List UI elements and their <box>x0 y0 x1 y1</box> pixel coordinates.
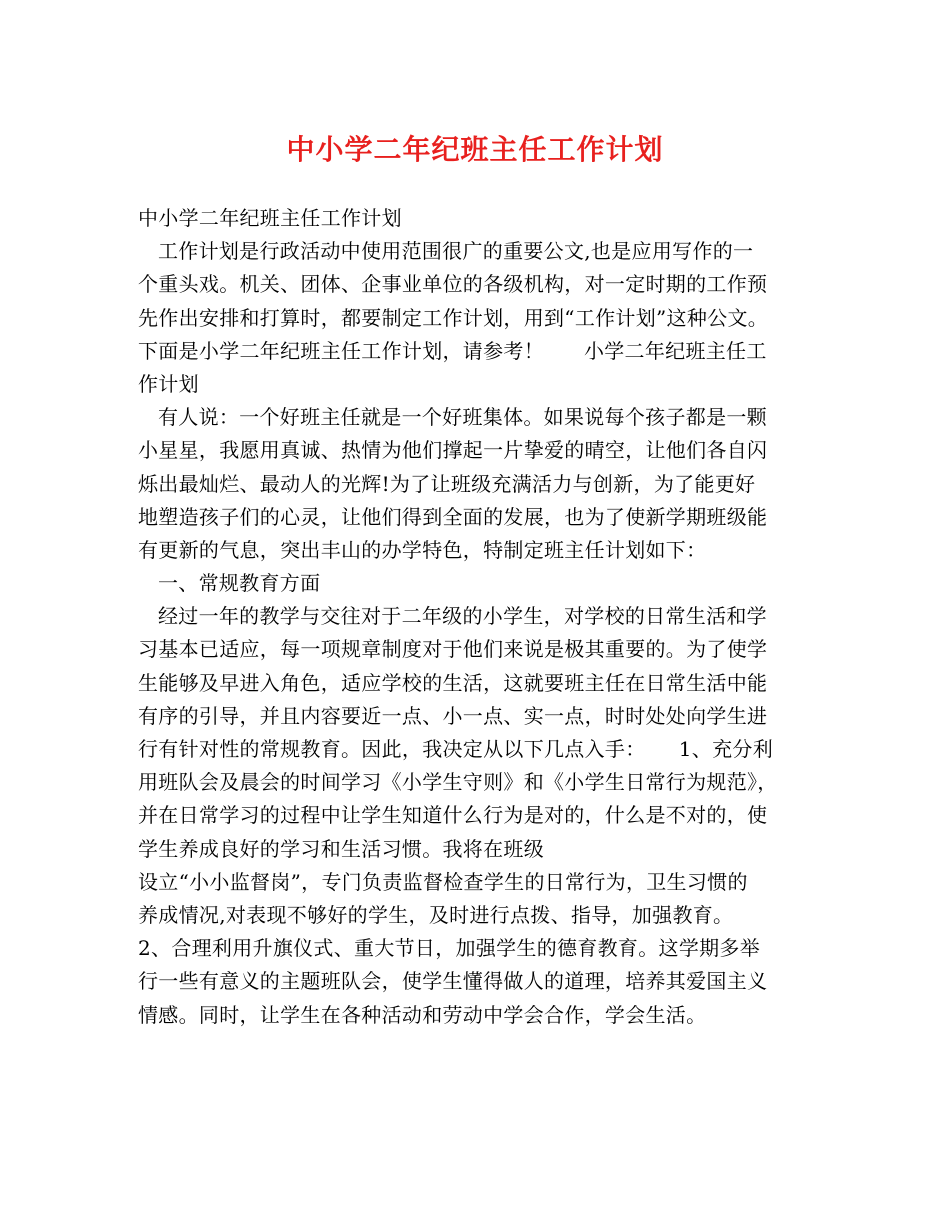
body-line: 工作计划是行政活动中使用范围很广的重要公文,也是应用写作的一 <box>138 239 754 264</box>
body-line: 学生养成良好的学习和生活习惯。我将在班级 <box>138 836 544 861</box>
body-line: 经过一年的教学与交往对于二年级的小学生，对学校的日常生活和学 <box>138 604 767 629</box>
body-line: 习基本已适应，每一项规章制度对于他们来说是极其重要的。为了使学 <box>138 637 768 662</box>
body-line: 作计划 <box>138 371 199 396</box>
body-line: 中小学二年纪班主任工作计划 <box>138 206 402 230</box>
body-line: 行一些有意义的主题班队会，使学生懂得做人的道理，培养其爱国主义 <box>138 969 768 994</box>
body-line: 下面是小学二年纪班主任工作计划，请参考！ 小学二年纪班主任工 <box>138 338 767 363</box>
document-body <box>138 202 818 1032</box>
body-line: 行有针对性的常规教育。因此，我决定从以下几点入手： 1、充分利 <box>138 737 774 761</box>
body-line: 先作出安排和打算时，都要制定工作计划，用到“工作计划”这种公文。 <box>138 305 769 330</box>
body-line: 用班队会及晨会的时间学习《小学生守则》和《小学生日常行为规范》， <box>138 770 778 795</box>
body-line: 情感。同时，让学生在各种活动和劳动中学会合作，学会生活。 <box>138 1002 707 1027</box>
body-line: 个重头戏。机关、团体、企事业单位的各级机构，对一定时期的工作预 <box>138 272 768 297</box>
body-line: 小星星，我愿用真诚、热情为他们撑起一片挚爱的晴空，让他们各自闪 <box>138 438 768 463</box>
body-line: 有更新的气息，突出丰山的办学特色，特制定班主任计划如下： <box>138 537 707 562</box>
body-line: 烁出最灿烂、最动人的光辉!为了让班级充满活力与创新，为了能更好 <box>138 471 756 496</box>
body-line: 设立“小小监督岗”，专门负责监督检查学生的日常行为，卫生习惯的 <box>138 869 748 894</box>
body-line: 2、合理利用升旗仪式、重大节日，加强学生的德育教育。这学期多举 <box>138 936 761 961</box>
body-line: 地塑造孩子们的心灵，让他们得到全面的发展，也为了使新学期班级能 <box>138 504 768 529</box>
body-line: 并在日常学习的过程中让学生知道什么行为是对的，什么是不对的，使 <box>138 803 768 828</box>
body-line: 生能够及早进入角色，适应学校的生活，这就要班主任在日常生活中能 <box>138 670 768 695</box>
body-line: 有人说：一个好班主任就是一个好班集体。如果说每个孩子都是一颗 <box>138 405 767 430</box>
document-title: 中小学二年纪班主任工作计划 <box>286 133 664 166</box>
section-heading: 一、常规教育方面 <box>138 571 321 596</box>
body-line: 养成情况,对表现不够好的学生，及时进行点拨、指导，加强教育。 <box>138 902 734 927</box>
body-line: 有序的引导，并且内容要近一点、小一点、实一点，时时处处向学生进 <box>138 703 768 728</box>
